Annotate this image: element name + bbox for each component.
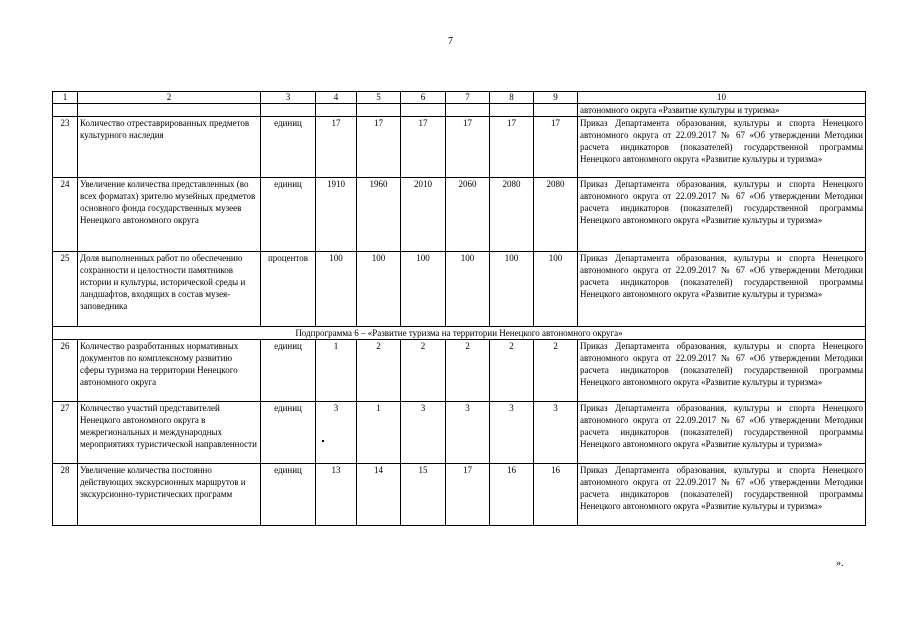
value-cell: 3: [401, 402, 446, 464]
unit-cell: процентов: [261, 252, 316, 327]
column-header: 6: [401, 92, 446, 104]
value-cell: 100: [534, 252, 578, 327]
page-number: 7: [448, 36, 453, 47]
indicator-name: Количество отреставрированных предметов культурного наследия: [78, 117, 261, 178]
subprogram-title: Подпрограмма 6 – «Развитие туризма на территории Ненецкого автономного округа»: [53, 327, 866, 340]
value-cell: 17: [357, 117, 401, 178]
row-number: 25: [53, 252, 78, 327]
value-cell: 3: [316, 402, 357, 464]
value-cell: 2: [357, 340, 401, 402]
value-cell: 2080: [534, 178, 578, 252]
value-cell: 100: [446, 252, 490, 327]
row-number: 24: [53, 178, 78, 252]
row-number: 28: [53, 464, 78, 526]
column-header: 2: [78, 92, 261, 104]
row-number: 27: [53, 402, 78, 464]
value-cell: 13: [316, 464, 357, 526]
continuation-row: [53, 104, 866, 117]
column-header: 3: [261, 92, 316, 104]
unit-cell: единиц: [261, 340, 316, 402]
value-cell: 14: [357, 464, 401, 526]
unit-cell: единиц: [261, 178, 316, 252]
indicator-name: Увеличение количества постоянно действующих экскурсионных маршрутов и экскурсионно-туристических программ: [78, 464, 261, 526]
value-cell: 17: [316, 117, 357, 178]
value-cell: 3: [490, 402, 534, 464]
value-cell: 17: [446, 464, 490, 526]
column-header: 10: [578, 92, 866, 104]
unit-cell: единиц: [261, 464, 316, 526]
table-row: [53, 340, 866, 402]
subprogram-row: [53, 327, 866, 340]
closing-quote-mark: ».: [836, 558, 844, 569]
column-header: 1: [53, 92, 78, 104]
table-row: [53, 464, 866, 526]
value-cell: 3: [534, 402, 578, 464]
value-cell: 2: [490, 340, 534, 402]
value-cell: 16: [534, 464, 578, 526]
unit-cell: единиц: [261, 402, 316, 464]
unit-cell: единиц: [261, 117, 316, 178]
column-header: 4: [316, 92, 357, 104]
source-document: Приказ Департамента образования, культуры и спорта Ненецкого автономного округа от 22.09.2017 № 67 «Об утверждении Методики расчета индикаторов (показателей) государственной программы Ненецкого автономного округа «Развитие культуры и туризма»: [578, 117, 866, 178]
source-document: Приказ Департамента образования, культуры и спорта Ненецкого автономного округа от 22.09.2017 № 67 «Об утверждении Методики расчета индикаторов (показателей) государственной программы Ненецкого автономного округа «Развитие культуры и туризма»: [578, 340, 866, 402]
column-header: 9: [534, 92, 578, 104]
column-number-header-row: [53, 92, 866, 104]
value-cell: 16: [490, 464, 534, 526]
value-cell: 1960: [357, 178, 401, 252]
column-header: 8: [490, 92, 534, 104]
value-cell: 2010: [401, 178, 446, 252]
source-document: Приказ Департамента образования, культуры и спорта Ненецкого автономного округа от 22.09.2017 № 67 «Об утверждении Методики расчета индикаторов (показателей) государственной программы Ненецкого автономного округа «Развитие культуры и туризма»: [578, 252, 866, 327]
continuation-text: автономного округа «Развитие культуры и туризма»: [578, 104, 866, 117]
source-document: Приказ Департамента образования, культуры и спорта Ненецкого автономного округа от 22.09.2017 № 67 «Об утверждении Методики расчета индикаторов (показателей) государственной программы Ненецкого автономного округа «Развитие культуры и туризма»: [578, 464, 866, 526]
column-header: 5: [357, 92, 401, 104]
table-row: [53, 117, 866, 178]
indicator-name: Увеличение количества представленных (во всех форматах) зрителю музейных предметов основного фонда государственных музеев Ненецкого автономного округа: [78, 178, 261, 252]
value-cell: 1910: [316, 178, 357, 252]
value-cell: 2: [446, 340, 490, 402]
indicator-name: Доля выполненных работ по обеспечению сохранности и целостности памятников истории и культуры, исторической среды и ландшафтов, входящих в состав музея-заповедника: [78, 252, 261, 327]
indicators-table: [52, 91, 866, 526]
value-cell: 15: [401, 464, 446, 526]
column-header: 7: [446, 92, 490, 104]
scan-speck: [322, 440, 324, 442]
table-row: [53, 252, 866, 327]
table-row: [53, 178, 866, 252]
value-cell: 100: [357, 252, 401, 327]
value-cell: 17: [401, 117, 446, 178]
value-cell: 17: [490, 117, 534, 178]
value-cell: 100: [401, 252, 446, 327]
row-number: 26: [53, 340, 78, 402]
value-cell: 100: [490, 252, 534, 327]
row-number: 23: [53, 117, 78, 178]
source-document: Приказ Департамента образования, культуры и спорта Ненецкого автономного округа от 22.09.2017 № 67 «Об утверждении Методики расчета индикаторов (показателей) государственной программы Ненецкого автономного округа «Развитие культуры и туризма»: [578, 402, 866, 464]
source-document: Приказ Департамента образования, культуры и спорта Ненецкого автономного округа от 22.09.2017 № 67 «Об утверждении Методики расчета индикаторов (показателей) государственной программы Ненецкого автономного округа «Развитие культуры и туризма»: [578, 178, 866, 252]
value-cell: 2080: [490, 178, 534, 252]
indicator-name: Количество участий представителей Ненецкого автономного округа в межрегиональных и международных мероприятиях туристической направленности: [78, 402, 261, 464]
value-cell: 3: [446, 402, 490, 464]
value-cell: 17: [534, 117, 578, 178]
indicator-name: Количество разработанных нормативных документов по комплексному развитию сферы туризма на территории Ненецкого автономного округа: [78, 340, 261, 402]
value-cell: 1: [316, 340, 357, 402]
value-cell: 100: [316, 252, 357, 327]
value-cell: 2: [401, 340, 446, 402]
value-cell: 2: [534, 340, 578, 402]
value-cell: 2060: [446, 178, 490, 252]
value-cell: 1: [357, 402, 401, 464]
table-row: [53, 402, 866, 464]
value-cell: 17: [446, 117, 490, 178]
